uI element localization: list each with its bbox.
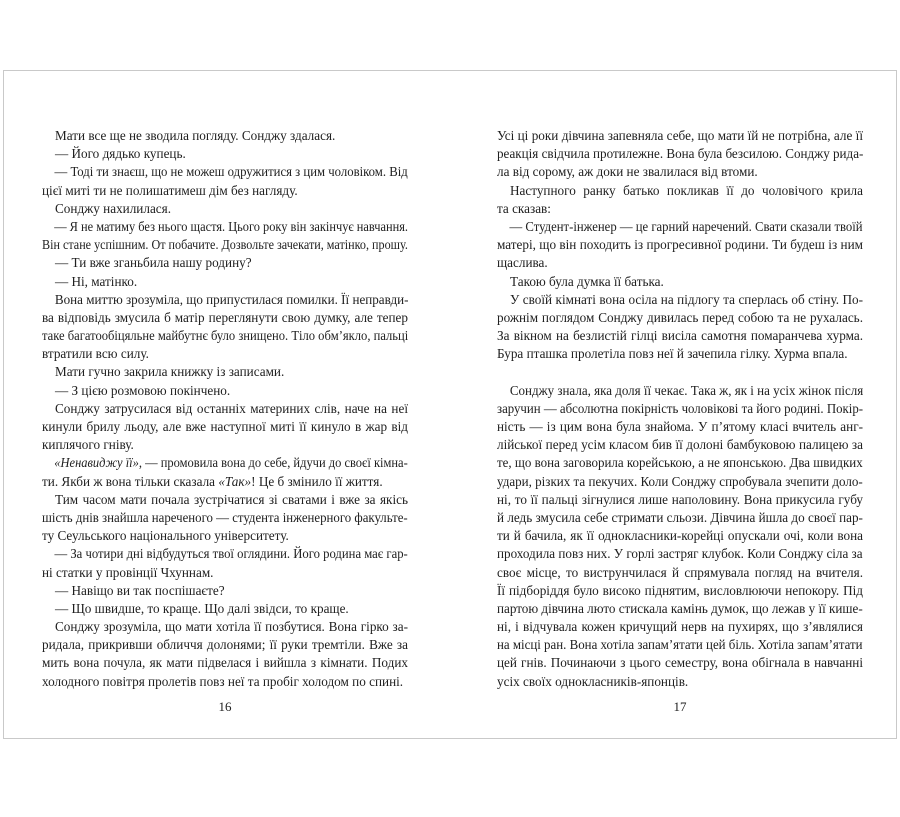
text-line: ні, то її пальці зігнулися лише наполовину. Вона прикусила губу [497, 491, 863, 507]
text-line: холодного повітря пролетів повз неї та пробіг холодом по спині. [42, 673, 404, 689]
text-line: киплячого гніву. [42, 437, 134, 453]
text-line: ридала, прикривши обличчя долонями; її руки тремтіли. Вже за [42, 637, 408, 653]
text-line: Вона миттю зрозуміла, що припустилася помилки. Її неправди- [54, 291, 409, 307]
right-page-number: 17 [673, 699, 687, 714]
text-line: ні, і відчувала кожен кричущий нерв на пухирях, що з’являлися [497, 619, 863, 635]
text-line: — Я не матиму без нього щастя. Цього року він закінчує навчання. [54, 218, 409, 234]
text-line: Сонджу знала, яка доля її чекає. Така ж, як і на усіх жінок після [509, 382, 864, 398]
text-line: ва відповідь змусила б матір переглянути свою думку, але тепер [42, 309, 408, 325]
text-line: ту Сеульського національного університету. [42, 528, 289, 544]
text-line: Тим часом мати почала зустрічатися зі сватами і вже за якісь [55, 491, 408, 507]
text-line: усіх своїх однокласників-японців. [497, 673, 689, 689]
text-line: «Ненавиджу її», — промовила вона до себе, йдучи до своєї кімна- [54, 455, 408, 471]
text-line: Мати все ще не зводила погляду. Сонджу здалася. [55, 128, 336, 143]
text-line: За вікном на безлистій гілці висіла самотня помаранчева хурма. [497, 328, 863, 344]
text-line: — За чотири дні відбудуться твої оглядини. Його родина має гар- [54, 546, 408, 562]
left-page-text [42, 127, 408, 691]
text-line: — Навіщо ви так поспішаєте? [55, 582, 225, 598]
text-line: реакція свідчила протилежне. Вона була безсилою. Сонджу рида- [497, 146, 864, 162]
text-line: Мати гучно закрила книжку із записами. [55, 364, 285, 380]
text-line: Він стане успішним. От побачите. Дозвольте зачекати, матінко, прошу. [42, 237, 408, 253]
text-line: — Що швидше, то краще. Що далі звідси, то краще. [55, 600, 349, 616]
text-line: — З цією розмовою покінчено. [55, 382, 231, 398]
text-line: те, що вона заговорила корейською, а не японською. Два швидких [497, 455, 863, 471]
text-line: мить вона почула, як мати підвелася і вийшла з кімнати. Подих [42, 655, 408, 671]
text-line: щаслива. [497, 255, 548, 271]
text-line: своє місце, то виструнчилася й спрямувала погляд на вчителя. [497, 564, 863, 580]
text-line: — Його дядько купець. [55, 146, 186, 162]
text-line: ність — із цим вона була знайома. У п’ятому класі вчитель анг- [497, 419, 863, 434]
text-line: Усі ці роки дівчина запевняла себе, що мати їй не потрібна, але її [497, 128, 863, 143]
text-line: Бура пташка пролетіла повз неї й зачепила гілку. Хурма впала. [497, 346, 848, 362]
text-line: ти й бачила, як її однокласники-корейці опускали очі, коли вона [497, 528, 863, 544]
text-line: — Ні, матінко. [55, 273, 138, 289]
text-line: лійської перед усім класом бив її долоні бамбуковою палицею за [497, 437, 863, 453]
text-line: ні статки у провінції Чхуннам. [42, 564, 214, 580]
text-line: — Тоді ти знаєш, що не можеш одружитися з цим чоловіком. Від [54, 164, 408, 180]
text-line: Такою була думка її батька. [510, 273, 664, 289]
text-line: кинули брилу льоду, але вже наступної миті її кинуло в жар від [42, 419, 408, 434]
text-line: рожнім поглядом Сонджу дивилась перед собою та не рухалась. [497, 309, 863, 325]
text-line: шість днів знайшла нареченого — студента інженерного факульте- [42, 509, 408, 525]
left-page-number: 16 [218, 699, 232, 714]
text-line: цієї миті ти не полишатимеш дім без нагляду. [42, 182, 298, 198]
text-line: удари, різких та пекучих. Коли Сонджу спробувала зчепити доло- [497, 473, 863, 489]
text-line: та сказав: [497, 200, 551, 216]
text-line: на місці ран. Вона хотіла запам’ятати цей біль. Хотіла запам’ятати [497, 637, 863, 653]
text-line: Її підборіддя було високо піднятим, висловлюючи непокору. Під [497, 582, 863, 598]
text-line: ти. Якби ж вона тільки сказала «Так»! Це б змінило її життя. [42, 473, 383, 489]
text-line: Наступного ранку батько покликав її до чоловічого крила [510, 182, 863, 198]
text-line: й ледь змусила себе стримати сльози. Дівчина йшла до своєї пар- [497, 509, 863, 525]
text-line: втратили всю силу. [42, 346, 149, 362]
text-line: матері, що він походить із прогресивної родини. Ти будеш із ним [497, 237, 863, 253]
text-line: — Ти вже зганьбила нашу родину? [55, 255, 252, 271]
text-line: проходила повз них. У горлі застряг клубок. Коли Сонджу сіла за [497, 546, 863, 562]
text-line: заручин — абсолютна покірність чоловікові та його родині. Покір- [497, 400, 864, 416]
text-line: партою дівчина люто стискала камінь думок, що лежав у її кише- [497, 600, 863, 616]
text-line: таке багатообіцяльне майбутнє було знищено. Тіло обм’якло, пальці [42, 328, 409, 344]
text-line: Сонджу затрусилася від останніх материних слів, наче на неї [55, 400, 408, 416]
text-line: У своїй кімнаті вона осіла на підлогу та сперлась об стіну. По- [510, 291, 863, 307]
text-line: ла від сорому, аж доки не звалилася від втоми. [497, 164, 758, 180]
text-line: — Студент-інженер — це гарний наречений. Свати сказали твоїй [509, 218, 863, 234]
text-line: Сонджу нахилилася. [55, 200, 172, 216]
text-line: Сонджу зрозуміла, що мати хотіла її позбутися. Вона гірко за- [55, 619, 408, 635]
text-line: цей гнів. Починаючи з цього семестру, вона обігнала в навчанні [497, 655, 863, 671]
right-page-text [497, 127, 863, 691]
